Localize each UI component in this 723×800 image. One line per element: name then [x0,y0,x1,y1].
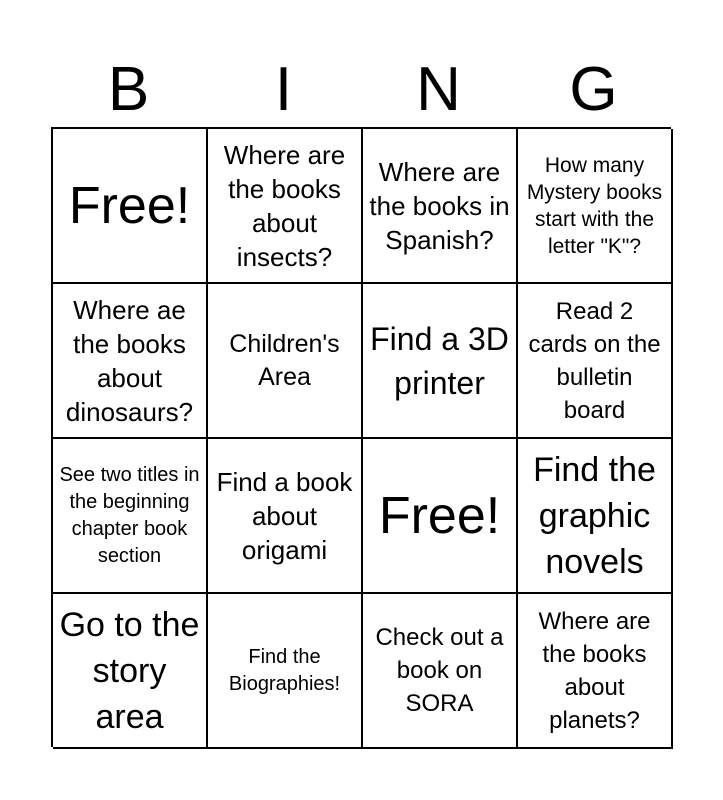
bingo-cell[interactable] [208,129,363,284]
bingo-cell-free-space[interactable] [363,439,518,594]
bingo-cell[interactable] [518,439,673,594]
cell-text: See two titles in the beginning chapter book section [59,463,200,567]
bingo-cell[interactable] [363,594,518,749]
header-letter-g: G [569,55,618,124]
bingo-cell[interactable] [53,284,208,439]
cell-text: Find a book about origami [216,466,353,565]
cell-text: Free! [378,486,501,545]
cell-text: Where are the books about insects? [223,139,346,272]
cell-text: Find the graphic novels [533,450,656,581]
bingo-cell-free-space[interactable] [53,129,208,284]
cell-text: Where ae the books about dinosaurs? [65,294,194,427]
bingo-card-grid [51,127,671,747]
bingo-cell[interactable] [363,284,518,439]
cell-text: Free! [68,176,191,235]
cell-text: Find a 3D printer [370,320,509,401]
cell-text: Go to the story area [59,605,200,736]
header-letter-b: B [107,55,150,124]
bingo-cell[interactable] [518,594,673,749]
bingo-cell[interactable] [53,439,208,594]
bingo-cell[interactable] [363,129,518,284]
bingo-cell[interactable] [53,594,208,749]
cell-text: Check out a book on SORA [375,624,504,717]
bingo-header [51,52,671,128]
bingo-cell[interactable] [518,284,673,439]
bingo-cell[interactable] [518,129,673,284]
bingo-cell[interactable] [208,594,363,749]
bingo-cell[interactable] [208,284,363,439]
cell-text: Read 2 cards on the bulletin board [528,297,661,424]
header-letter-n: N [416,55,461,124]
cell-text: Where are the books in Spanish? [369,156,510,255]
header-letter-i: I [274,55,293,124]
cell-text: Where are the books about planets? [538,607,651,734]
cell-text: How many Mystery books start with the letter "K"? [526,153,663,258]
bingo-cell[interactable] [208,439,363,594]
cell-text: Find the Biographies! [228,645,341,695]
cell-text: Children's Area [229,329,340,391]
